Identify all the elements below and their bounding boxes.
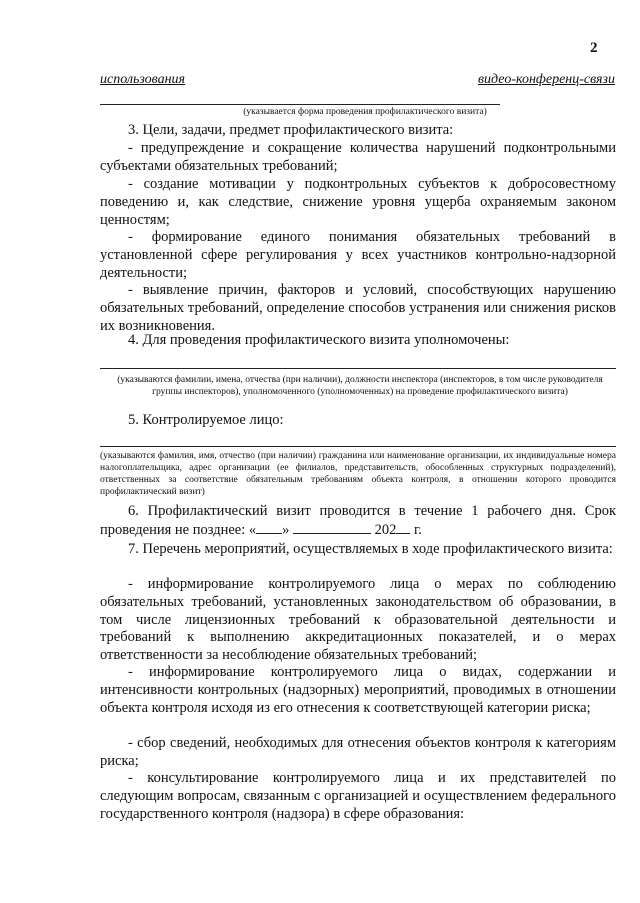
section7-item-2: - информирование контролируемого лица о видах, содержании и интенсивности контрольных (надзорных) мероприятий, проводимых в отношении объекта контроля исходя из его отнесения к соответствующей категории риска; [100,664,616,716]
page-number: 2 [590,40,598,56]
header-right-text: видео-конференц-связи [477,72,615,87]
section3-item-1: - предупреждение и сокращение количества нарушений подконтрольными субъектами обязательных требований; [100,140,616,174]
controlled-line [100,446,616,447]
section3-item-4: - выявление причин, факторов и условий, способствующих нарушению обязательных требований, определение способов устранения или снижения рисков их возникновения. [100,282,616,334]
section3-item-3: - формирование единого понимания обязательных требований в установленной сфере регулирования у всех участников контрольно-надзорной деятельности; [100,229,616,281]
section6-paragraph [100,503,616,540]
form-line [100,104,500,105]
section7-item-3: - сбор сведений, необходимых для отнесения объектов контроля к категориям риска; [100,735,616,769]
header-left-text: использования [100,72,186,87]
section7-heading: 7. Перечень мероприятий, осуществляемых в ходе профилактического визита: [128,541,613,557]
section4-heading: 4. Для проведения профилактического визита уполномочены: [128,332,510,348]
month-blank [293,521,371,534]
day-blank [256,521,282,534]
section6-year-suffix: г. [413,521,422,538]
year-blank [396,521,410,534]
section3-item-2: - создание мотивации у подконтрольных субъектов к добросовестному поведению и, как следствие, снижение уровня ущерба охраняемым законом ценностям; [100,176,616,228]
section3-heading: 3. Цели, задачи, предмет профилактического визита: [128,122,454,138]
section6-text: 6. Профилактический визит проводится в течение 1 рабочего дня. Срок проведения не позднее: « [100,503,616,538]
section6-quote-close: » [282,521,290,538]
header-row [100,72,615,92]
inspectors-caption: (указываются фамилии, имена, отчества (при наличии), должности инспектора (инспекторов, в том числе руководителя группы инспекторов), уполномоченного (уполномоченных) на проведение профилактического визита) [117,375,603,397]
section6-year: 202 [374,521,397,538]
form-caption: (указывается форма проведения профилактического визита) [243,107,487,117]
inspectors-line [100,368,616,369]
section7-item-4: - консультирование контролируемого лица и их представителей по следующим вопросам, связанным с организацией и осуществлением федерального государственного контроля (надзора) в сфере образования: [100,770,616,822]
section5-heading: 5. Контролируемое лицо: [128,412,284,428]
section7-item-1: - информирование контролируемого лица о мерах по соблюдению обязательных требований, установленных законодательством об образовании, в том числе лицензионных требований к образовательной деятельности и требований к выполнению аккредитационных показателей, и о мерах ответственности за несоблюдение обязательных требований; [100,576,616,664]
controlled-caption: (указываются фамилия, имя, отчество (при наличии) гражданина или наименование организации, их индивидуальные номера налогоплательщика, адрес организации (ее филиалов, представительств, обособленных структурных подразделений), ответственных за соответствие обязательным требованиям объекта контроля, в отношении которого проводится профилактический визит) [100,451,616,497]
